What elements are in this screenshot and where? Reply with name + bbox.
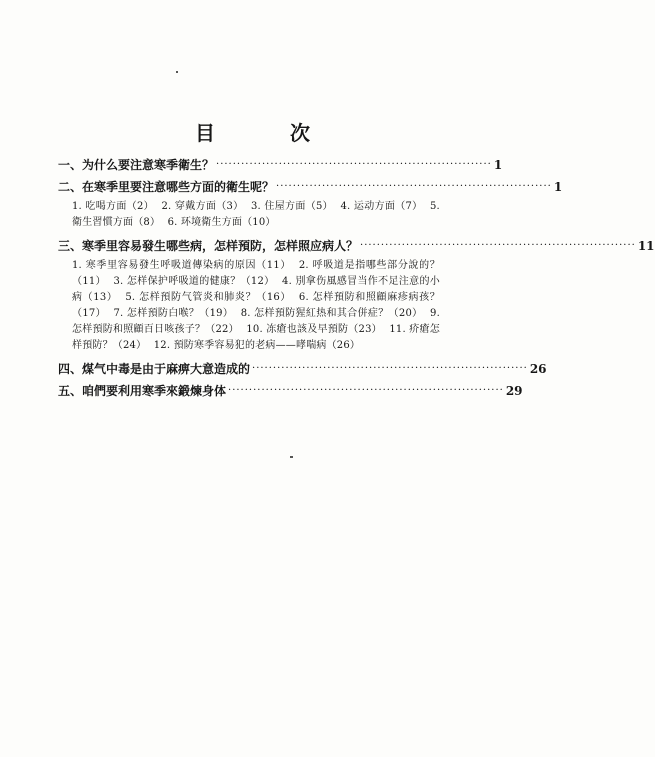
toc-subentry[interactable]: 7. 怎样預防白喉？（19） [113, 308, 234, 319]
toc-entry-label: 三、寒季里容易發生哪些病，怎样預防，怎样照应病人？ [58, 239, 359, 253]
speck-mark [290, 456, 293, 458]
toc-subentry[interactable]: 10. 冻瘡也該及早預防（23） [246, 324, 382, 335]
toc-entry-page: 29 [505, 384, 523, 398]
speck-mark [176, 71, 178, 73]
toc-entry-5[interactable] [58, 382, 523, 400]
dot-leader: ·································································· [252, 363, 528, 374]
toc-subentries-2 [72, 199, 440, 231]
toc-subentry[interactable]: 11. 疥瘡怎样預防？（24） [72, 324, 441, 351]
dot-leader: ·································································· [360, 240, 636, 251]
toc-entry-4[interactable] [58, 360, 547, 378]
toc-subentries-3 [72, 258, 440, 354]
toc-subentry[interactable]: 6. 环境衛生方面（10） [167, 217, 276, 228]
page-title: 目 次 [195, 121, 344, 145]
toc-subentry[interactable]: 1. 吃喝方面（2） [72, 201, 154, 212]
toc-entry-label: 一、为什么要注意寒季衛生？ [58, 158, 215, 172]
toc-subentry[interactable]: 4. 別拿伤風感冒当作不足注意的小病（13） [72, 276, 440, 303]
toc-subentry[interactable]: 3. 住屋方面（5） [251, 201, 333, 212]
toc-subentry[interactable]: 8. 怎样預防猩紅热和其合併症？（20） [240, 308, 423, 319]
toc-subentry[interactable]: 5. 衛生習慣方面（8） [72, 201, 440, 228]
toc-subentry[interactable]: 2. 穿戴方面（3） [161, 201, 244, 212]
toc-subentry[interactable]: 6. 怎样預防和照顧麻疹病孩？（17） [72, 292, 440, 319]
toc-subentry[interactable]: 3. 怎样保护呼吸道的健康？（12） [113, 276, 275, 287]
toc-entry-label: 四、煤气中毒是由于麻痹大意造成的 [58, 362, 251, 376]
toc-entry-page: 1 [493, 158, 503, 172]
toc-entry-2[interactable] [58, 178, 563, 196]
dot-leader: ·································································· [276, 181, 552, 192]
toc-entry-label: 二、在寒季里要注意哪些方面的衛生呢？ [58, 180, 275, 194]
dot-leader: ·································································· [216, 159, 492, 170]
table-of-contents [58, 156, 655, 404]
toc-subentry[interactable]: 12. 預防寒季容易犯的老病——哮喘病（26） [153, 340, 361, 351]
toc-entry-3[interactable] [58, 237, 655, 255]
toc-entry-1[interactable] [58, 156, 503, 174]
toc-entry-page: 26 [529, 362, 547, 376]
toc-subentry[interactable]: 1. 寒季里容易發生呼吸道傳染病的原因（11） [72, 260, 292, 271]
toc-entry-page: 1 [553, 180, 563, 194]
dot-leader: ·································································· [228, 385, 504, 396]
toc-subentry[interactable]: 2. 呼吸道是指哪些部分說的？（11） [72, 260, 440, 287]
toc-subentry[interactable]: 5. 怎样預防气管炎和肺炎？（16） [125, 292, 292, 303]
toc-entry-page: 11 [637, 239, 655, 253]
toc-subentry[interactable]: 4. 运动方面（7） [340, 201, 423, 212]
toc-entry-label: 五、咱們要利用寒季來鍛煉身体 [58, 384, 227, 398]
toc-subentry[interactable]: 9. 怎样預防和照顧百日咳孩子？（22） [72, 308, 440, 335]
